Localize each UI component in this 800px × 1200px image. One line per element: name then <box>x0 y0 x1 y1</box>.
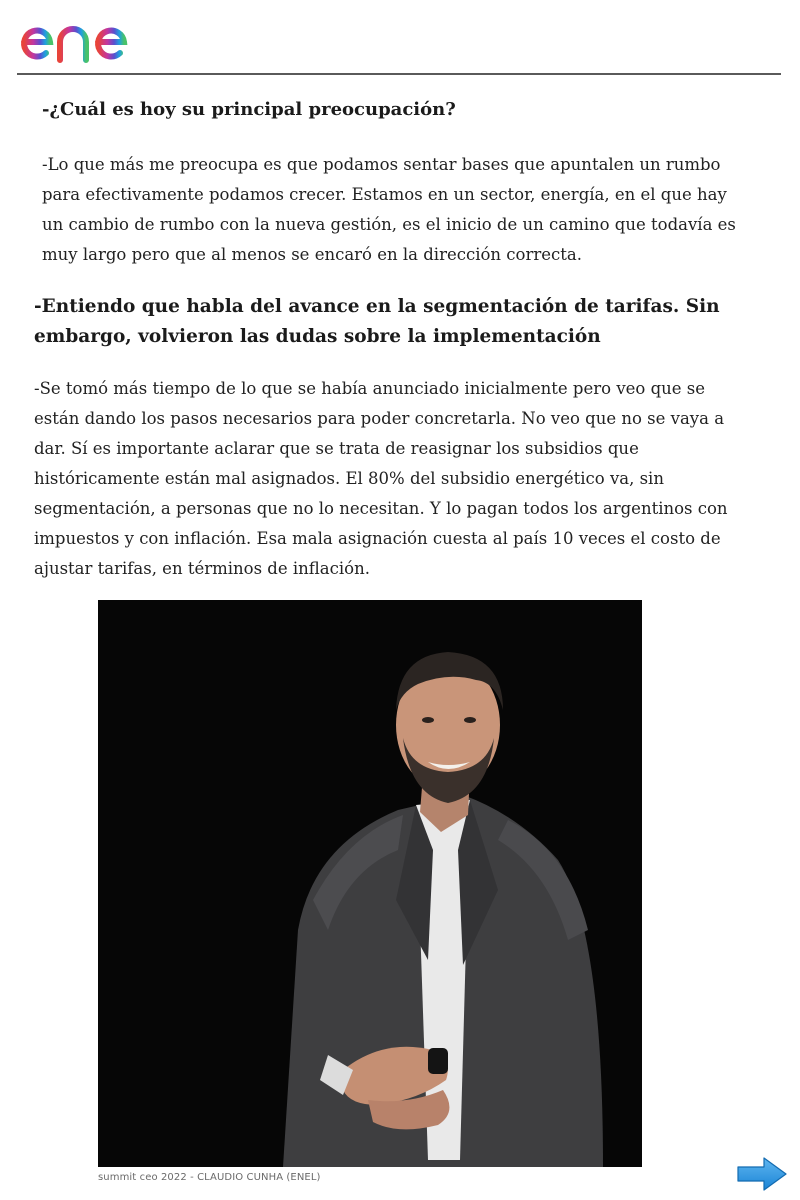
right-arrow-icon <box>736 1156 788 1192</box>
question-1: -¿Cuál es hoy su principal preocupación? <box>42 99 456 120</box>
header <box>0 0 800 76</box>
portrait-photo <box>98 600 642 1167</box>
portrait-illustration <box>98 600 642 1167</box>
enel-logo[interactable] <box>16 8 176 68</box>
photo-caption: summit ceo 2022 - CLAUDIO CUNHA (ENEL) <box>98 1172 321 1183</box>
enel-logo-graphic <box>16 8 176 68</box>
question-2: -Entiendo que habla del avance en la segmentación de tarifas. Sin embargo, volvieron las dudas sobre la implementación <box>34 296 720 347</box>
next-page-button[interactable] <box>736 1156 788 1192</box>
header-divider <box>17 73 781 75</box>
answer-1: -Lo que más me preocupa es que podamos sentar bases que apuntalen un rumbo para efectivamente podamos crecer. Estamos en un sector, energía, en el que hay un cambio de rumbo con la nueva gestión, es el inicio de un camino que todavía es muy largo pero que al menos se encaró en la dirección correcta. <box>42 155 736 264</box>
answer-2: -Se tomó más tiempo de lo que se había anunciado inicialmente pero veo que se están dando los pasos necesarios para poder concretarla. No veo que no se vaya a dar. Sí es importante aclarar que se trata de reasignar los subsidios que históricamente están mal asignados. El 80% del subsidio energético va, sin segmentación, a personas que no lo necesitan. Y lo pagan todos los argentinos con impuestos y con inflación. Esa mala asignación cuesta al país 10 veces el costo de ajustar tarifas, en términos de inflación. <box>34 379 728 578</box>
